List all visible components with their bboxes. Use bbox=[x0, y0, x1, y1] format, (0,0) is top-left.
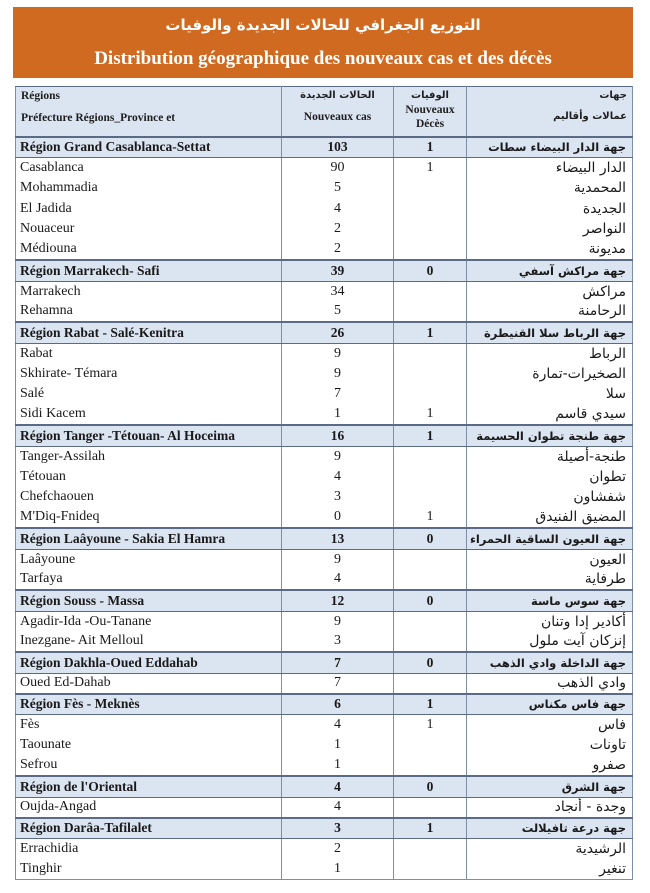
province-row bbox=[16, 859, 633, 880]
new-cases-cell: 5 bbox=[282, 178, 394, 199]
arabic-name-cell: جهة سوس ماسة bbox=[467, 590, 633, 611]
arabic-name-cell: إنزكان آيت ملول bbox=[467, 632, 633, 653]
new-cases-cell: 4 bbox=[282, 797, 394, 818]
arabic-name-cell: سيدي قاسم bbox=[467, 405, 633, 426]
province-row bbox=[16, 240, 633, 261]
region-row bbox=[16, 818, 633, 839]
province-row bbox=[16, 199, 633, 220]
new-cases-cell: 3 bbox=[282, 818, 394, 839]
new-deaths-cell: 1 bbox=[394, 425, 467, 446]
region-name-cell: Sidi Kacem bbox=[16, 405, 282, 426]
new-cases-cell: 9 bbox=[282, 364, 394, 385]
province-row bbox=[16, 735, 633, 756]
region-name-cell: Mohammadia bbox=[16, 178, 282, 199]
province-row bbox=[16, 405, 633, 426]
arabic-name-cell: وجدة - أنجاد bbox=[467, 797, 633, 818]
new-cases-cell: 4 bbox=[282, 715, 394, 736]
arabic-name-cell: جهة الدار البيضاء سطات bbox=[467, 137, 633, 158]
title-arabic: التوزيع الجغرافي للحالات الجديدة والوفيات bbox=[165, 16, 481, 34]
province-row bbox=[16, 611, 633, 632]
new-deaths-cell: 1 bbox=[394, 405, 467, 426]
new-deaths-cell: 1 bbox=[394, 818, 467, 839]
province-row bbox=[16, 632, 633, 653]
arabic-name-cell: جهة فاس مكناس bbox=[467, 694, 633, 715]
arabic-name-cell: النواصر bbox=[467, 219, 633, 240]
region-name-cell: Inezgane- Ait Melloul bbox=[16, 632, 282, 653]
region-name-cell: Région Fès - Meknès bbox=[16, 694, 282, 715]
province-row bbox=[16, 673, 633, 694]
province-row bbox=[16, 549, 633, 570]
arabic-name-cell: أكادير إدا وتنان bbox=[467, 611, 633, 632]
province-row bbox=[16, 178, 633, 199]
arabic-name-cell: طرفاية bbox=[467, 570, 633, 591]
new-deaths-cell bbox=[394, 178, 467, 199]
new-deaths-cell bbox=[394, 797, 467, 818]
region-name-cell: Oued Ed-Dahab bbox=[16, 673, 282, 694]
new-cases-cell: 6 bbox=[282, 694, 394, 715]
new-cases-cell: 9 bbox=[282, 549, 394, 570]
region-name-cell: Région Grand Casablanca-Settat bbox=[16, 137, 282, 158]
region-name-cell: Région Tanger -Tétouan- Al Hoceima bbox=[16, 425, 282, 446]
arabic-name-cell: مراكش bbox=[467, 281, 633, 302]
new-deaths-cell bbox=[394, 302, 467, 323]
new-cases-cell: 9 bbox=[282, 446, 394, 467]
region-name-cell: Fès bbox=[16, 715, 282, 736]
arabic-name-cell: العيون bbox=[467, 549, 633, 570]
new-cases-cell: 13 bbox=[282, 528, 394, 549]
new-deaths-cell: 0 bbox=[394, 528, 467, 549]
new-cases-cell: 1 bbox=[282, 859, 394, 880]
new-deaths-cell: 1 bbox=[394, 715, 467, 736]
province-row bbox=[16, 797, 633, 818]
region-name-cell: Casablanca bbox=[16, 158, 282, 179]
arabic-name-cell: سلا bbox=[467, 384, 633, 405]
new-deaths-cell bbox=[394, 632, 467, 653]
arabic-name-cell: المضيق الفنيدق bbox=[467, 508, 633, 529]
region-name-cell: Région Souss - Massa bbox=[16, 590, 282, 611]
new-deaths-cell bbox=[394, 199, 467, 220]
arabic-name-cell: جهة درعة تافيلالت bbox=[467, 818, 633, 839]
new-deaths-cell bbox=[394, 384, 467, 405]
new-cases-cell: 9 bbox=[282, 611, 394, 632]
arabic-name-cell: المحمدية bbox=[467, 178, 633, 199]
region-name-cell: Région Rabat - Salé-Kenitra bbox=[16, 322, 282, 343]
new-cases-cell: 16 bbox=[282, 425, 394, 446]
new-cases-cell: 34 bbox=[282, 281, 394, 302]
province-row bbox=[16, 446, 633, 467]
new-cases-cell: 2 bbox=[282, 219, 394, 240]
new-cases-cell: 9 bbox=[282, 343, 394, 364]
province-row bbox=[16, 364, 633, 385]
new-deaths-cell bbox=[394, 343, 467, 364]
arabic-name-cell: مديونة bbox=[467, 240, 633, 261]
region-row bbox=[16, 137, 633, 158]
distribution-table bbox=[15, 86, 633, 880]
province-row bbox=[16, 570, 633, 591]
new-cases-cell: 26 bbox=[282, 322, 394, 343]
region-name-cell: Marrakech bbox=[16, 281, 282, 302]
new-cases-cell: 5 bbox=[282, 302, 394, 323]
arabic-name-cell: تنغير bbox=[467, 859, 633, 880]
region-name-cell: Chefchaouen bbox=[16, 487, 282, 508]
arabic-name-cell: الصخيرات-تمارة bbox=[467, 364, 633, 385]
arabic-name-cell: وادي الذهب bbox=[467, 673, 633, 694]
province-row bbox=[16, 508, 633, 529]
new-deaths-cell: 1 bbox=[394, 158, 467, 179]
new-deaths-cell bbox=[394, 487, 467, 508]
region-name-cell: Rehamna bbox=[16, 302, 282, 323]
region-name-cell: Médiouna bbox=[16, 240, 282, 261]
region-name-cell: Oujda-Angad bbox=[16, 797, 282, 818]
arabic-name-cell: جهة مراكش آسفي bbox=[467, 260, 633, 281]
province-row bbox=[16, 384, 633, 405]
new-cases-cell: 103 bbox=[282, 137, 394, 158]
arabic-name-cell: تطوان bbox=[467, 467, 633, 488]
new-cases-cell: 2 bbox=[282, 240, 394, 261]
region-name-cell: Nouaceur bbox=[16, 219, 282, 240]
new-deaths-cell: 0 bbox=[394, 590, 467, 611]
new-deaths-cell bbox=[394, 839, 467, 860]
new-deaths-cell: 0 bbox=[394, 652, 467, 673]
arabic-name-cell: صفرو bbox=[467, 756, 633, 777]
region-name-cell: Taounate bbox=[16, 735, 282, 756]
region-row bbox=[16, 652, 633, 673]
new-cases-cell: 3 bbox=[282, 487, 394, 508]
province-row bbox=[16, 756, 633, 777]
arabic-name-cell: جهة الشرق bbox=[467, 776, 633, 797]
region-name-cell: Tinghir bbox=[16, 859, 282, 880]
region-name-cell: Laâyoune bbox=[16, 549, 282, 570]
new-cases-cell: 7 bbox=[282, 652, 394, 673]
new-cases-cell: 1 bbox=[282, 735, 394, 756]
new-deaths-cell bbox=[394, 240, 467, 261]
table-header-row bbox=[16, 87, 633, 137]
province-row bbox=[16, 343, 633, 364]
arabic-name-cell: جهة العيون الساقية الحمراء bbox=[467, 528, 633, 549]
arabic-name-cell: جهة طنجة تطوان الحسيمة bbox=[467, 425, 633, 446]
province-row bbox=[16, 467, 633, 488]
new-cases-cell: 7 bbox=[282, 673, 394, 694]
new-deaths-cell bbox=[394, 467, 467, 488]
new-deaths-cell bbox=[394, 673, 467, 694]
arabic-name-cell: الرشيدية bbox=[467, 839, 633, 860]
region-name-cell: El Jadida bbox=[16, 199, 282, 220]
arabic-name-cell: فاس bbox=[467, 715, 633, 736]
region-row bbox=[16, 776, 633, 797]
region-name-cell: Tanger-Assilah bbox=[16, 446, 282, 467]
new-cases-cell: 4 bbox=[282, 199, 394, 220]
arabic-name-cell: الجديدة bbox=[467, 199, 633, 220]
new-deaths-cell bbox=[394, 859, 467, 880]
new-cases-cell: 1 bbox=[282, 405, 394, 426]
province-row bbox=[16, 281, 633, 302]
region-name-cell: Rabat bbox=[16, 343, 282, 364]
new-cases-cell: 12 bbox=[282, 590, 394, 611]
region-name-cell: Région de l'Oriental bbox=[16, 776, 282, 797]
region-name-cell: Région Marrakech- Safi bbox=[16, 260, 282, 281]
new-cases-cell: 4 bbox=[282, 776, 394, 797]
new-deaths-cell: 1 bbox=[394, 694, 467, 715]
new-deaths-cell bbox=[394, 570, 467, 591]
new-cases-cell: 3 bbox=[282, 632, 394, 653]
new-cases-cell: 1 bbox=[282, 756, 394, 777]
region-name-cell: Région Dakhla-Oued Eddahab bbox=[16, 652, 282, 673]
new-cases-cell: 4 bbox=[282, 570, 394, 591]
region-name-cell: Skhirate- Témara bbox=[16, 364, 282, 385]
region-row bbox=[16, 425, 633, 446]
new-deaths-cell: 1 bbox=[394, 137, 467, 158]
new-cases-cell: 4 bbox=[282, 467, 394, 488]
region-name-cell: Sefrou bbox=[16, 756, 282, 777]
new-deaths-cell bbox=[394, 364, 467, 385]
region-name-cell: M'Diq-Fnideq bbox=[16, 508, 282, 529]
new-deaths-cell bbox=[394, 611, 467, 632]
new-cases-cell: 39 bbox=[282, 260, 394, 281]
arabic-name-cell: جهة الداخلة وادي الذهب bbox=[467, 652, 633, 673]
province-row bbox=[16, 839, 633, 860]
new-deaths-cell bbox=[394, 735, 467, 756]
arabic-name-cell: الرباط bbox=[467, 343, 633, 364]
header-cases: الحالات الجديدة Nouveaux cas bbox=[282, 87, 394, 137]
region-name-cell: Région Darâa-Tafilalet bbox=[16, 818, 282, 839]
arabic-name-cell: الدار البيضاء bbox=[467, 158, 633, 179]
new-deaths-cell bbox=[394, 446, 467, 467]
header-deaths: الوفيات Nouveaux Décès bbox=[394, 87, 467, 137]
region-row bbox=[16, 694, 633, 715]
province-row bbox=[16, 487, 633, 508]
arabic-name-cell: جهة الرباط سلا القنيطرة bbox=[467, 322, 633, 343]
new-deaths-cell: 0 bbox=[394, 776, 467, 797]
region-name-cell: Tétouan bbox=[16, 467, 282, 488]
province-row bbox=[16, 219, 633, 240]
region-name-cell: Tarfaya bbox=[16, 570, 282, 591]
new-cases-cell: 7 bbox=[282, 384, 394, 405]
new-deaths-cell bbox=[394, 549, 467, 570]
new-cases-cell: 2 bbox=[282, 839, 394, 860]
new-cases-cell: 90 bbox=[282, 158, 394, 179]
title-french: Distribution géographique des nouveaux cas et des décès bbox=[94, 48, 552, 69]
region-name-cell: Agadir-Ida -Ou-Tanane bbox=[16, 611, 282, 632]
header-arabic-regions: جهات عمالات وأقاليم bbox=[467, 87, 633, 137]
new-deaths-cell bbox=[394, 756, 467, 777]
arabic-name-cell: طنجة-أصيلة bbox=[467, 446, 633, 467]
province-row bbox=[16, 715, 633, 736]
arabic-name-cell: شفشاون bbox=[467, 487, 633, 508]
title-banner bbox=[13, 7, 633, 78]
arabic-name-cell: الرحامنة bbox=[467, 302, 633, 323]
region-name-cell: Salé bbox=[16, 384, 282, 405]
province-row bbox=[16, 158, 633, 179]
arabic-name-cell: تاونات bbox=[467, 735, 633, 756]
header-regions: Régions Préfecture Régions_Province et bbox=[16, 87, 282, 137]
region-row bbox=[16, 590, 633, 611]
new-deaths-cell: 1 bbox=[394, 508, 467, 529]
region-name-cell: Errachidia bbox=[16, 839, 282, 860]
new-cases-cell: 0 bbox=[282, 508, 394, 529]
province-row bbox=[16, 302, 633, 323]
region-row bbox=[16, 322, 633, 343]
table-body bbox=[16, 137, 633, 880]
new-deaths-cell: 0 bbox=[394, 260, 467, 281]
region-name-cell: Région Laâyoune - Sakia El Hamra bbox=[16, 528, 282, 549]
new-deaths-cell: 1 bbox=[394, 322, 467, 343]
new-deaths-cell bbox=[394, 219, 467, 240]
region-row bbox=[16, 260, 633, 281]
region-row bbox=[16, 528, 633, 549]
new-deaths-cell bbox=[394, 281, 467, 302]
